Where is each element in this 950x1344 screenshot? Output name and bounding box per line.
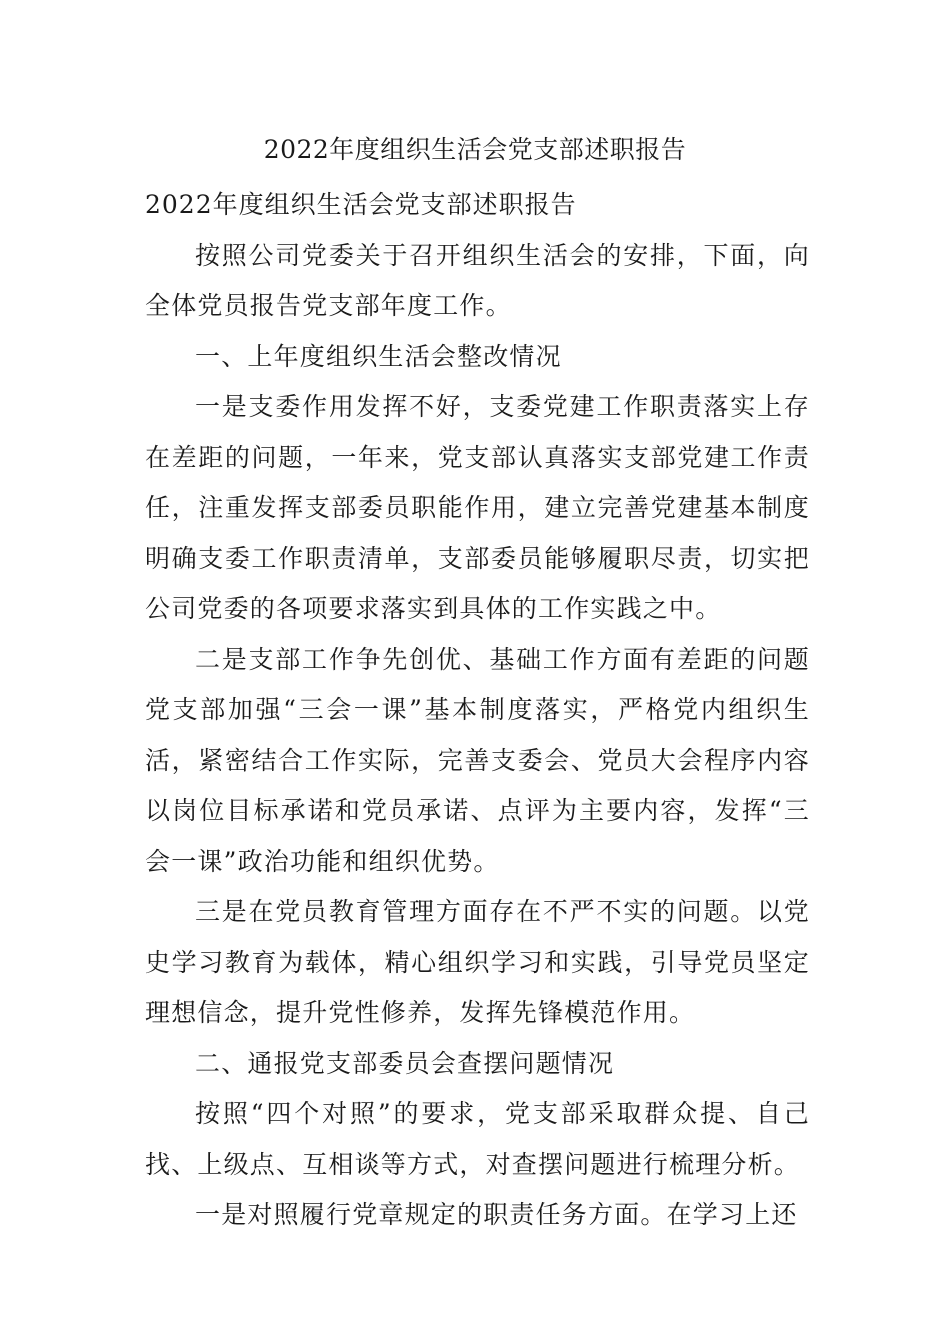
paragraph-item-4: 一是对照履行党章规定的职责任务方面。在学习上还 — [195, 1200, 798, 1229]
document-subtitle: 2022年度组织生活会党支部述职报告 — [145, 190, 577, 219]
document-body — [145, 180, 810, 1241]
paragraph-item-1: 一是支委作用发挥不好，支委党建工作职责落实上存在差距的问题，一年来，党支部认真落实支部党建工作责任，注重发挥支部委员职能作用，建立完善党建基本制度明确支委工作职责清单，支部委员能够履职尽责，切实把公司党委的各项要求落实到具体的工作实践之中。 — [145, 392, 810, 623]
paragraph-method: 按照“四个对照”的要求，党支部采取群众提、自己找、上级点、互相谈等方式，对查摆问题进行梳理分析。 — [145, 1099, 810, 1179]
section-heading-1: 一、上年度组织生活会整改情况 — [195, 341, 562, 371]
paragraph-intro: 按照公司党委关于召开组织生活会的安排，下面，向全体党员报告党支部年度工作。 — [145, 240, 810, 320]
paragraph-item-3: 三是在党员教育管理方面存在不严不实的问题。以党史学习教育为载体，精心组织学习和实践，引导党员坚定理想信念，提升党性修养，发挥先锋模范作用。 — [145, 897, 810, 1027]
section-heading-2: 二、通报党支部委员会查摆问题情况 — [195, 1048, 615, 1078]
paragraph-item-2: 二是支部工作争先创优、基础工作方面有差距的问题党支部加强“三会一课”基本制度落实，严格党内组织生活，紧密结合工作实际，完善支委会、党员大会程序内容以岗位目标承诺和党员承诺、点评为主要内容，发挥“三会一课”政治功能和组织优势。 — [145, 644, 810, 876]
document-title: 2022年度组织生活会党支部述职报告 — [263, 135, 687, 164]
